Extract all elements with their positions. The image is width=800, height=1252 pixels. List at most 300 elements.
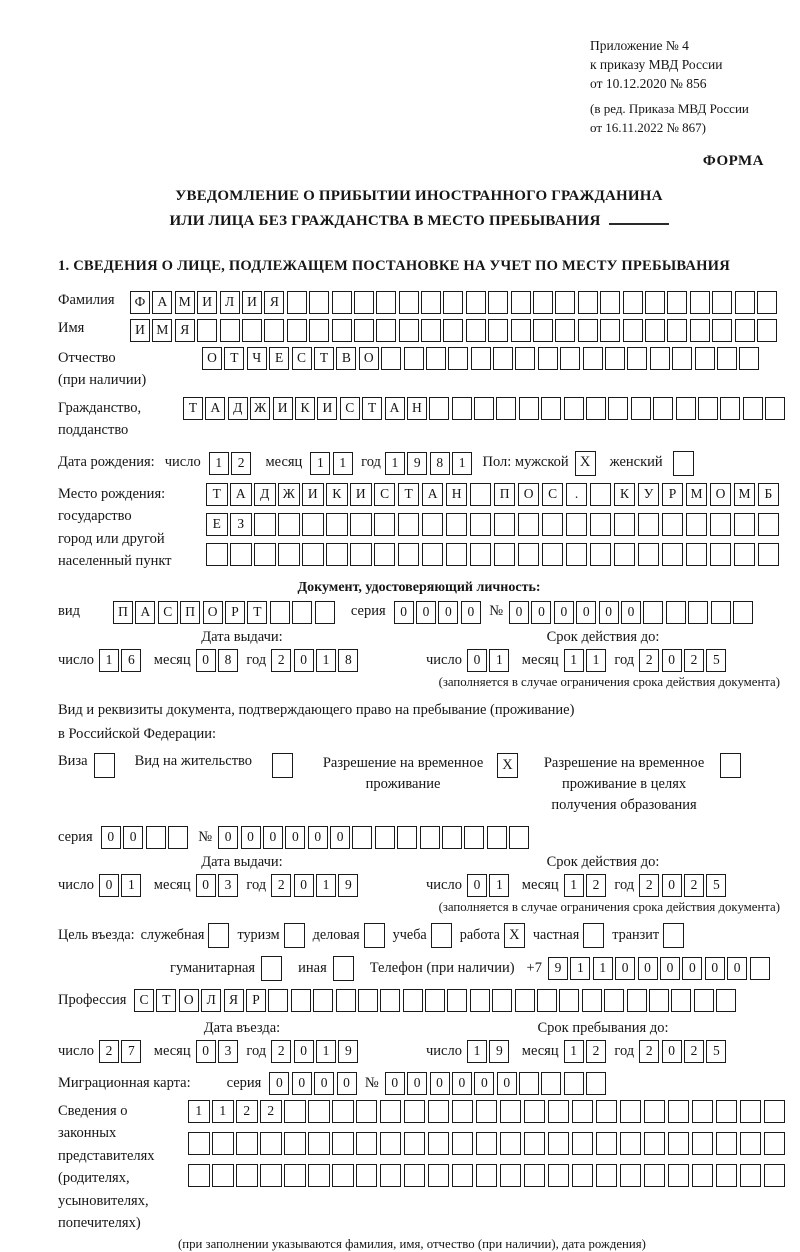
form-cell[interactable] [716, 1164, 738, 1187]
form-cell[interactable] [596, 1132, 618, 1155]
form-cell[interactable] [308, 1164, 330, 1187]
form-cell[interactable] [596, 1164, 618, 1187]
form-cell[interactable] [604, 989, 624, 1012]
form-cell[interactable]: Л [220, 291, 240, 314]
form-cell[interactable]: 0 [394, 601, 414, 624]
form-cell[interactable]: 0 [554, 601, 574, 624]
form-cell[interactable] [564, 397, 584, 420]
form-cell[interactable] [541, 397, 561, 420]
form-cell[interactable]: Д [228, 397, 248, 420]
form-cell[interactable] [586, 1072, 606, 1095]
form-cell[interactable]: И [130, 319, 150, 342]
form-cell[interactable]: Н [446, 483, 468, 506]
form-cell[interactable] [623, 319, 643, 342]
form-cell[interactable] [555, 319, 575, 342]
form-cell[interactable]: 0 [599, 601, 619, 624]
form-cell[interactable] [287, 319, 307, 342]
form-cell[interactable]: С [134, 989, 154, 1012]
form-cell[interactable] [542, 543, 564, 566]
form-cell[interactable] [464, 826, 484, 849]
form-cell[interactable]: 1 [489, 649, 509, 672]
form-cell[interactable]: И [317, 397, 337, 420]
form-cell[interactable] [720, 397, 740, 420]
form-cell[interactable] [750, 957, 770, 980]
form-cell[interactable]: Т [398, 483, 420, 506]
form-cell[interactable] [206, 543, 228, 566]
form-cell[interactable] [590, 483, 612, 506]
form-cell[interactable]: 0 [385, 1072, 405, 1095]
form-cell[interactable] [586, 397, 606, 420]
form-cell[interactable]: С [542, 483, 564, 506]
form-cell[interactable] [500, 1132, 522, 1155]
form-cell[interactable]: 1 [212, 1100, 234, 1123]
form-cell[interactable] [425, 989, 445, 1012]
form-cell[interactable] [764, 1100, 786, 1123]
form-cell[interactable] [375, 826, 395, 849]
form-cell[interactable] [649, 989, 669, 1012]
form-cell[interactable]: 2 [271, 649, 291, 672]
form-cell[interactable] [566, 513, 588, 536]
form-cell[interactable]: 0 [196, 1040, 216, 1063]
form-cell[interactable] [291, 989, 311, 1012]
form-cell[interactable] [627, 347, 647, 370]
form-cell[interactable] [284, 1132, 306, 1155]
form-cell[interactable] [332, 291, 352, 314]
form-cell[interactable]: 1 [564, 649, 584, 672]
form-cell[interactable]: 1 [188, 1100, 210, 1123]
form-cell[interactable] [236, 1164, 258, 1187]
form-cell[interactable]: О [202, 347, 222, 370]
form-cell[interactable] [668, 1100, 690, 1123]
form-cell[interactable]: 1 [586, 649, 606, 672]
form-cell[interactable] [278, 543, 300, 566]
form-cell[interactable]: 0 [337, 1072, 357, 1095]
form-cell[interactable]: О [203, 601, 223, 624]
form-cell[interactable] [260, 1164, 282, 1187]
form-cell[interactable] [596, 1100, 618, 1123]
purpose-humanitarian-checkbox[interactable] [261, 956, 282, 981]
sex-female-checkbox[interactable] [673, 451, 694, 476]
form-cell[interactable] [309, 319, 329, 342]
form-cell[interactable] [270, 601, 290, 624]
form-cell[interactable] [590, 543, 612, 566]
form-cell[interactable] [645, 319, 665, 342]
form-cell[interactable] [548, 1100, 570, 1123]
form-cell[interactable]: Т [224, 347, 244, 370]
form-cell[interactable] [421, 319, 441, 342]
form-cell[interactable] [470, 513, 492, 536]
form-cell[interactable]: 1 [316, 874, 336, 897]
form-cell[interactable] [404, 1100, 426, 1123]
form-cell[interactable]: 2 [260, 1100, 282, 1123]
form-cell[interactable] [428, 1164, 450, 1187]
form-cell[interactable] [623, 291, 643, 314]
form-cell[interactable]: О [518, 483, 540, 506]
form-cell[interactable] [620, 1132, 642, 1155]
form-cell[interactable]: 0 [196, 649, 216, 672]
form-cell[interactable]: 2 [236, 1100, 258, 1123]
form-cell[interactable]: 1 [385, 452, 405, 475]
form-cell[interactable] [735, 291, 755, 314]
form-cell[interactable]: 1 [99, 649, 119, 672]
form-cell[interactable]: 0 [576, 601, 596, 624]
form-cell[interactable] [474, 397, 494, 420]
form-cell[interactable] [524, 1132, 546, 1155]
form-cell[interactable] [220, 319, 240, 342]
purpose-study-checkbox[interactable] [431, 923, 452, 948]
purpose-private-checkbox[interactable] [583, 923, 604, 948]
form-cell[interactable] [757, 291, 777, 314]
form-cell[interactable] [688, 601, 708, 624]
form-cell[interactable]: Т [362, 397, 382, 420]
form-cell[interactable]: 1 [310, 452, 330, 475]
form-cell[interactable]: 0 [218, 826, 238, 849]
form-cell[interactable]: Р [225, 601, 245, 624]
form-cell[interactable] [653, 397, 673, 420]
form-cell[interactable]: 2 [271, 874, 291, 897]
form-cell[interactable] [356, 1100, 378, 1123]
form-cell[interactable]: Ф [130, 291, 150, 314]
form-cell[interactable]: 0 [662, 649, 682, 672]
form-cell[interactable] [470, 543, 492, 566]
form-cell[interactable] [734, 543, 756, 566]
form-cell[interactable] [662, 513, 684, 536]
form-cell[interactable] [470, 989, 490, 1012]
form-cell[interactable]: О [359, 347, 379, 370]
form-cell[interactable] [511, 291, 531, 314]
form-cell[interactable] [452, 1164, 474, 1187]
form-cell[interactable]: 0 [294, 1040, 314, 1063]
form-cell[interactable] [403, 989, 423, 1012]
form-cell[interactable] [398, 513, 420, 536]
form-cell[interactable] [566, 543, 588, 566]
form-cell[interactable] [692, 1100, 714, 1123]
form-cell[interactable]: 2 [639, 649, 659, 672]
form-cell[interactable]: Д [254, 483, 276, 506]
form-cell[interactable] [380, 1164, 402, 1187]
form-cell[interactable]: 1 [467, 1040, 487, 1063]
form-cell[interactable] [188, 1164, 210, 1187]
form-cell[interactable] [572, 1132, 594, 1155]
form-cell[interactable] [650, 347, 670, 370]
form-cell[interactable] [471, 347, 491, 370]
form-cell[interactable]: 9 [338, 874, 358, 897]
form-cell[interactable] [511, 319, 531, 342]
form-cell[interactable] [284, 1164, 306, 1187]
form-cell[interactable]: 0 [662, 1040, 682, 1063]
form-cell[interactable] [404, 1132, 426, 1155]
form-cell[interactable] [716, 1132, 738, 1155]
form-cell[interactable] [260, 1132, 282, 1155]
form-cell[interactable] [488, 319, 508, 342]
form-cell[interactable]: Л [201, 989, 221, 1012]
form-cell[interactable]: 9 [489, 1040, 509, 1063]
form-cell[interactable] [668, 1132, 690, 1155]
form-cell[interactable]: 0 [638, 957, 658, 980]
form-cell[interactable] [666, 601, 686, 624]
form-cell[interactable] [690, 291, 710, 314]
form-cell[interactable] [374, 513, 396, 536]
form-cell[interactable]: 9 [407, 452, 427, 475]
form-cell[interactable]: 0 [241, 826, 261, 849]
form-cell[interactable]: 1 [121, 874, 141, 897]
form-cell[interactable] [716, 989, 736, 1012]
form-cell[interactable]: Е [269, 347, 289, 370]
purpose-work-checkbox[interactable]: X [504, 923, 525, 948]
form-cell[interactable]: 2 [639, 1040, 659, 1063]
form-cell[interactable] [600, 319, 620, 342]
form-cell[interactable]: О [710, 483, 732, 506]
form-cell[interactable]: Т [206, 483, 228, 506]
residence-permit-checkbox[interactable] [272, 753, 293, 778]
form-cell[interactable] [397, 826, 417, 849]
form-cell[interactable]: 2 [639, 874, 659, 897]
form-cell[interactable] [764, 1132, 786, 1155]
form-cell[interactable]: 0 [467, 874, 487, 897]
form-cell[interactable] [376, 319, 396, 342]
form-cell[interactable]: 0 [294, 649, 314, 672]
form-cell[interactable]: 1 [316, 1040, 336, 1063]
form-cell[interactable] [515, 989, 535, 1012]
form-cell[interactable]: П [494, 483, 516, 506]
form-cell[interactable] [447, 989, 467, 1012]
form-cell[interactable] [352, 826, 372, 849]
form-cell[interactable] [420, 826, 440, 849]
form-cell[interactable]: 0 [285, 826, 305, 849]
form-cell[interactable] [443, 291, 463, 314]
form-cell[interactable]: 5 [706, 1040, 726, 1063]
form-cell[interactable] [559, 989, 579, 1012]
form-cell[interactable] [740, 1100, 762, 1123]
form-cell[interactable] [667, 291, 687, 314]
purpose-business-checkbox[interactable] [208, 923, 229, 948]
purpose-transit-checkbox[interactable] [663, 923, 684, 948]
form-cell[interactable] [466, 319, 486, 342]
form-cell[interactable] [740, 1164, 762, 1187]
form-cell[interactable]: 0 [292, 1072, 312, 1095]
form-cell[interactable]: 0 [461, 601, 481, 624]
form-cell[interactable]: 1 [564, 1040, 584, 1063]
form-cell[interactable]: 2 [684, 874, 704, 897]
form-cell[interactable] [404, 347, 424, 370]
form-cell[interactable] [308, 1132, 330, 1155]
form-cell[interactable]: К [326, 483, 348, 506]
form-cell[interactable]: У [638, 483, 660, 506]
form-cell[interactable]: Я [224, 989, 244, 1012]
form-cell[interactable]: 0 [416, 601, 436, 624]
form-cell[interactable] [686, 513, 708, 536]
form-cell[interactable]: А [422, 483, 444, 506]
form-cell[interactable] [711, 601, 731, 624]
form-cell[interactable]: 7 [121, 1040, 141, 1063]
form-cell[interactable] [315, 601, 335, 624]
form-cell[interactable] [466, 291, 486, 314]
form-cell[interactable] [332, 319, 352, 342]
form-cell[interactable] [541, 1072, 561, 1095]
form-cell[interactable] [694, 989, 714, 1012]
form-cell[interactable] [264, 319, 284, 342]
form-cell[interactable]: 0 [662, 874, 682, 897]
form-cell[interactable] [284, 1100, 306, 1123]
form-cell[interactable]: 2 [231, 452, 251, 475]
form-cell[interactable] [242, 319, 262, 342]
form-cell[interactable] [548, 1164, 570, 1187]
form-cell[interactable] [695, 347, 715, 370]
form-cell[interactable]: 0 [330, 826, 350, 849]
form-cell[interactable] [146, 826, 166, 849]
form-cell[interactable] [686, 543, 708, 566]
form-cell[interactable]: М [686, 483, 708, 506]
form-cell[interactable]: С [158, 601, 178, 624]
form-cell[interactable]: Р [246, 989, 266, 1012]
form-cell[interactable]: К [614, 483, 636, 506]
form-cell[interactable]: 0 [497, 1072, 517, 1095]
form-cell[interactable] [470, 483, 492, 506]
form-cell[interactable]: Н [407, 397, 427, 420]
form-cell[interactable] [620, 1100, 642, 1123]
form-cell[interactable]: С [374, 483, 396, 506]
form-cell[interactable] [356, 1164, 378, 1187]
form-cell[interactable] [278, 513, 300, 536]
form-cell[interactable] [739, 347, 759, 370]
form-cell[interactable]: А [152, 291, 172, 314]
form-cell[interactable] [638, 543, 660, 566]
form-cell[interactable]: Т [314, 347, 334, 370]
form-cell[interactable] [448, 347, 468, 370]
form-cell[interactable]: О [179, 989, 199, 1012]
form-cell[interactable] [692, 1132, 714, 1155]
form-cell[interactable] [668, 1164, 690, 1187]
form-cell[interactable] [638, 513, 660, 536]
form-cell[interactable] [398, 543, 420, 566]
form-cell[interactable]: 0 [99, 874, 119, 897]
temporary-residence-education-checkbox[interactable] [720, 753, 741, 778]
form-cell[interactable] [644, 1132, 666, 1155]
form-cell[interactable]: М [175, 291, 195, 314]
form-cell[interactable] [733, 601, 753, 624]
form-cell[interactable]: 0 [430, 1072, 450, 1095]
form-cell[interactable] [380, 989, 400, 1012]
form-cell[interactable]: 2 [586, 1040, 606, 1063]
form-cell[interactable]: 3 [218, 1040, 238, 1063]
form-cell[interactable] [590, 513, 612, 536]
form-cell[interactable] [452, 1132, 474, 1155]
form-cell[interactable] [758, 543, 780, 566]
form-cell[interactable] [442, 826, 462, 849]
form-cell[interactable] [197, 319, 217, 342]
form-cell[interactable] [600, 291, 620, 314]
form-cell[interactable]: 0 [727, 957, 747, 980]
form-cell[interactable] [564, 1072, 584, 1095]
form-cell[interactable]: 1 [489, 874, 509, 897]
form-cell[interactable] [518, 513, 540, 536]
form-cell[interactable]: Т [156, 989, 176, 1012]
form-cell[interactable] [404, 1164, 426, 1187]
form-cell[interactable] [350, 513, 372, 536]
form-cell[interactable] [583, 347, 603, 370]
form-cell[interactable]: А [135, 601, 155, 624]
form-cell[interactable] [292, 601, 312, 624]
form-cell[interactable]: 0 [438, 601, 458, 624]
form-cell[interactable]: И [197, 291, 217, 314]
form-cell[interactable] [667, 319, 687, 342]
form-cell[interactable] [446, 513, 468, 536]
form-cell[interactable]: 8 [430, 452, 450, 475]
form-cell[interactable] [428, 1132, 450, 1155]
form-cell[interactable] [381, 347, 401, 370]
form-cell[interactable] [500, 1100, 522, 1123]
form-cell[interactable] [354, 291, 374, 314]
form-cell[interactable] [509, 826, 529, 849]
form-cell[interactable]: И [350, 483, 372, 506]
form-cell[interactable]: М [152, 319, 172, 342]
form-cell[interactable]: 0 [263, 826, 283, 849]
form-cell[interactable]: 9 [548, 957, 568, 980]
form-cell[interactable] [476, 1164, 498, 1187]
form-cell[interactable] [380, 1100, 402, 1123]
form-cell[interactable]: 1 [452, 452, 472, 475]
form-cell[interactable]: 2 [271, 1040, 291, 1063]
form-cell[interactable]: 0 [621, 601, 641, 624]
form-cell[interactable]: Ж [278, 483, 300, 506]
form-cell[interactable]: И [302, 483, 324, 506]
purpose-commercial-checkbox[interactable] [364, 923, 385, 948]
form-cell[interactable]: С [340, 397, 360, 420]
form-cell[interactable] [492, 989, 512, 1012]
form-cell[interactable] [572, 1100, 594, 1123]
form-cell[interactable]: В [336, 347, 356, 370]
form-cell[interactable] [452, 1100, 474, 1123]
form-cell[interactable]: 5 [706, 649, 726, 672]
form-cell[interactable] [764, 1164, 786, 1187]
form-cell[interactable] [555, 291, 575, 314]
form-cell[interactable] [212, 1132, 234, 1155]
form-cell[interactable] [496, 397, 516, 420]
form-cell[interactable] [538, 347, 558, 370]
form-cell[interactable] [560, 347, 580, 370]
form-cell[interactable] [254, 543, 276, 566]
form-cell[interactable] [488, 291, 508, 314]
form-cell[interactable] [230, 543, 252, 566]
form-cell[interactable]: 0 [314, 1072, 334, 1095]
form-cell[interactable]: 8 [218, 649, 238, 672]
form-cell[interactable]: 0 [407, 1072, 427, 1095]
form-cell[interactable] [662, 543, 684, 566]
form-cell[interactable] [452, 397, 472, 420]
form-cell[interactable] [515, 347, 535, 370]
form-cell[interactable]: 2 [586, 874, 606, 897]
form-cell[interactable] [533, 291, 553, 314]
form-cell[interactable]: Т [247, 601, 267, 624]
form-cell[interactable] [582, 989, 602, 1012]
form-cell[interactable] [608, 397, 628, 420]
form-cell[interactable]: 0 [660, 957, 680, 980]
form-cell[interactable] [354, 319, 374, 342]
form-cell[interactable] [380, 1132, 402, 1155]
form-cell[interactable]: Я [264, 291, 284, 314]
form-cell[interactable]: 2 [99, 1040, 119, 1063]
form-cell[interactable] [308, 1100, 330, 1123]
form-cell[interactable] [644, 1164, 666, 1187]
form-cell[interactable] [168, 826, 188, 849]
visa-checkbox[interactable] [94, 753, 115, 778]
form-cell[interactable]: 2 [684, 649, 704, 672]
form-cell[interactable] [519, 397, 539, 420]
form-cell[interactable]: И [242, 291, 262, 314]
form-cell[interactable]: 0 [196, 874, 216, 897]
form-cell[interactable] [188, 1132, 210, 1155]
form-cell[interactable] [422, 513, 444, 536]
